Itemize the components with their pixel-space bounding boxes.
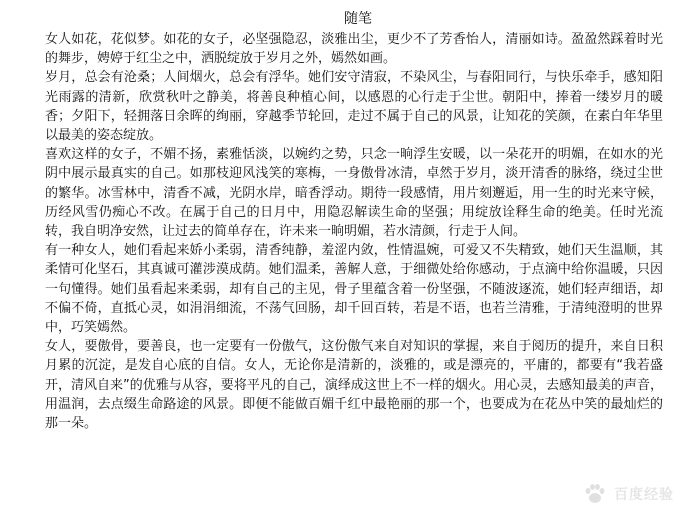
document-page bbox=[45, 10, 663, 433]
document-title: 随笔 bbox=[344, 11, 372, 27]
paragraph-2: 岁月，总会有沧桑；人间烟火，总会有浮华。她们安守清寂，不染风尘，与春阳同行，与快乐牵手，感知阳光雨露的清新，欣赏秋叶之静美，将善良种植心间，以感恩的心行走于尘世。朝阳中，捧着一缕岁月的暖香；夕阳下，轻拥落日余晖的绚丽，穿越季节轮回，走过不属于自己的风景，让知花的笑颜，在素白年华里以最美的姿态绽放。 bbox=[45, 70, 663, 144]
paragraph-3: 喜欢这样的女子，不媚不扬，素雅恬淡，以婉约之势，只念一晌浮生安暖，以一朵花开的明媚，在如水的光阴中展示最真实的自己。如那枝迎风浅笑的寒梅，一身傲骨冰清，卓然于岁月，淡开清香的脉络，绕过尘世的繁华。冰雪林中，清香不减，光阴水岸，暗香浮动。期待一段感情，用片刻邂逅，用一生的时光来守候，历经风雪仍痴心不改。在属于自己的日月中，用隐忍解读生命的坚强；用绽放诠释生命的绝美。任时光流转，我自明净安然，让过去的简单存在，许未来一晌明媚，若水清颜，行走于人间。 bbox=[45, 147, 663, 240]
paw-logo-icon bbox=[582, 481, 608, 507]
watermark bbox=[582, 481, 674, 507]
watermark-text: 百度经验 bbox=[614, 487, 674, 503]
paragraph-4: 有一种女人，她们看起来娇小柔弱，清香纯静，羞涩内敛，性情温婉，可爱又不失精致，她们天生温顺，其柔情可化坚石，其真诚可灌涉漠成荫。她们温柔，善解人意，于细微处给你感动，于点滴中给你温暖，只因一句懂得。她们虽看起来柔弱，却有自己的主见，骨子里蕴含着一份坚强，不随波逐流，她们轻声细语，却不偏不倚，直抵心灵，如涓涓细流，不荡气回肠，却千回百转，若是不语，也若兰清雅，于清纯澄明的世界中，巧笑嫣然。 bbox=[45, 243, 663, 336]
paragraph-1: 女人如花，花似梦。如花的女子，必坚强隐忍，淡雅出尘，更少不了芳香怡人，清丽如诗。盈盈然踩着时光的舞步，娉婷于红尘之中，洒脱绽放于岁月之外，嫣然如画。 bbox=[45, 32, 663, 67]
paragraph-5: 女人，要傲骨，要善良，也一定要有一份傲气，这份傲气来自对知识的掌握，来自于阅历的提升，来自日积月累的沉淀，是发自心底的自信。女人，无论你是清新的，淡雅的，或是漂亮的，平庸的，都要有“我若盛开，清风自来”的优雅与从容，要将平凡的自己，演绎成这世上不一样的烟火。用心灵，去感知最美的声音，用温润，去点缀生命路途的风景。即便不能做百媚千红中最艳丽的那一个，也要成为在花丛中笑的最灿烂的那一朵。 bbox=[45, 339, 663, 432]
